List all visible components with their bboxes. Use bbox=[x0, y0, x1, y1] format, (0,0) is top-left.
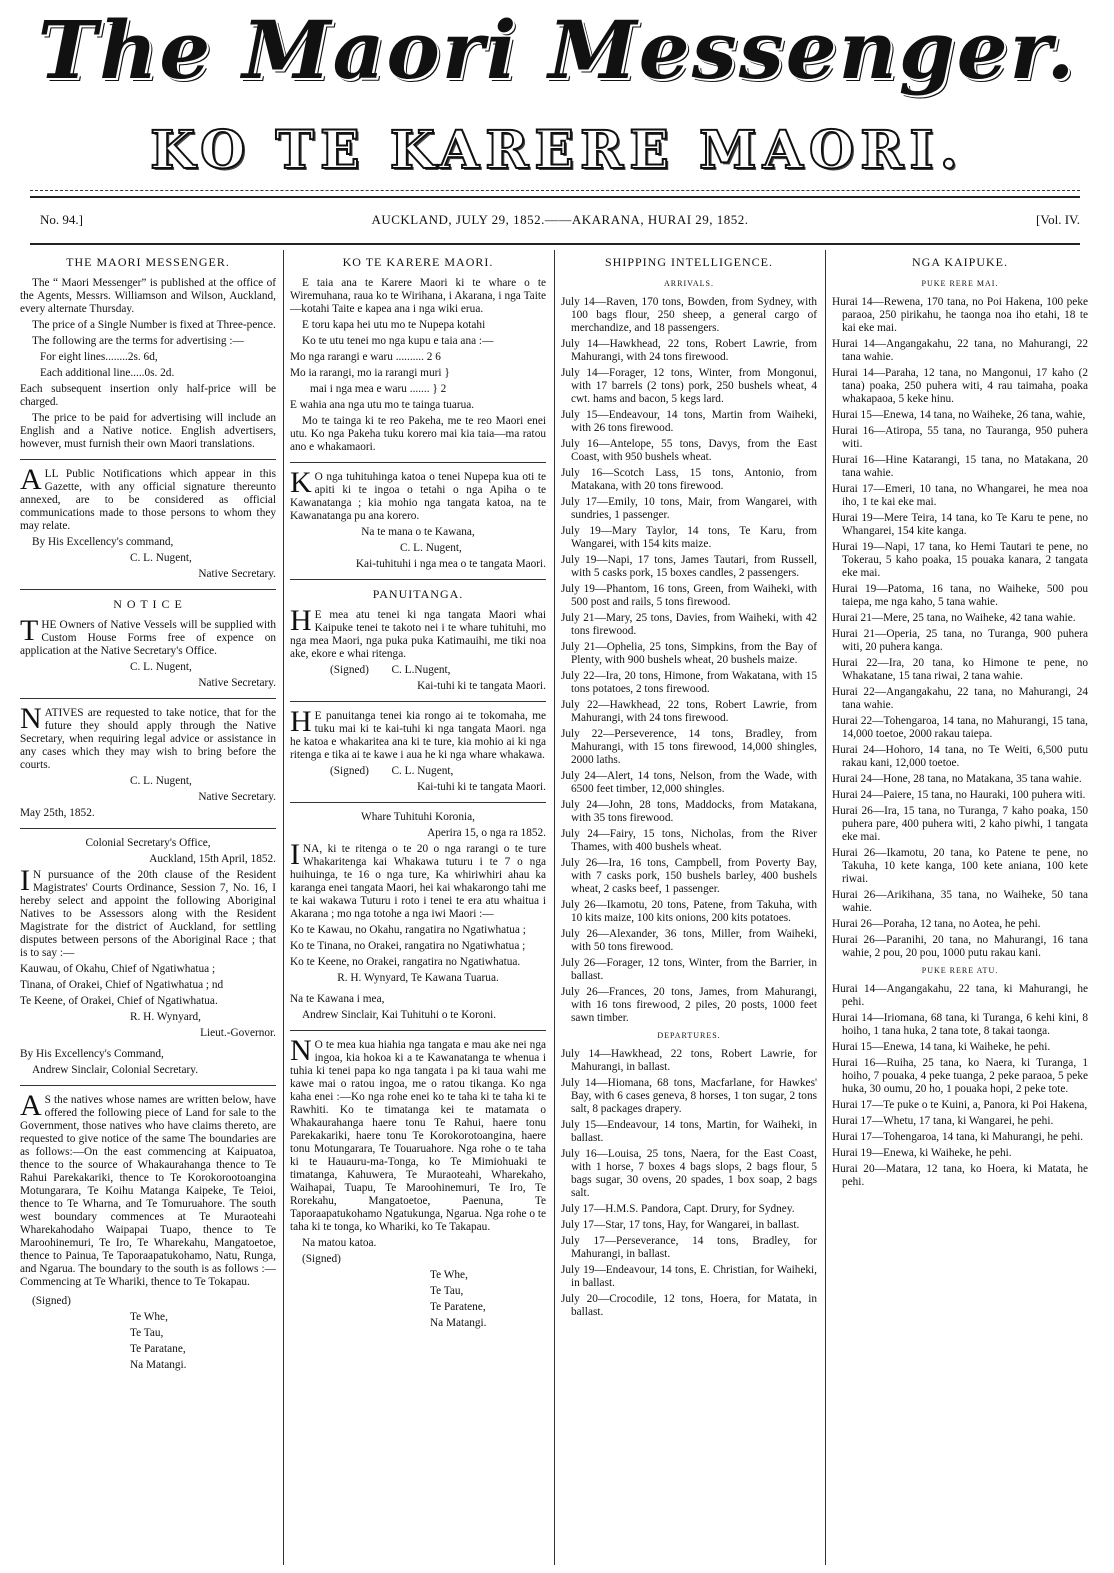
signature: C. L. Nugent, bbox=[391, 765, 454, 777]
issue-number: No. 94.] bbox=[40, 212, 83, 227]
section-rule bbox=[20, 828, 276, 829]
notice-date: May 25th, 1852. bbox=[20, 807, 95, 819]
section-rule bbox=[20, 698, 276, 699]
shipping-entry: July 21—Ophelia, 25 tons, Simpkins, from the Bay of Plenty, with 900 bushels wheat, 20 bushels maize. bbox=[561, 641, 817, 666]
notice-text: HE Owners of Native Vessels will be supplied with Custom House Forms free of expence on application at the Native Secretary's Office. bbox=[20, 619, 276, 657]
notice-text: O nga tuhituhinga katoa o tenei Nupepa kua oti te apiti ki te ingoa o tetahi o nga Apiha o te Kawanatanga ; kia mohio nga tangata katoa, na te Kawanatanga pu ana korero. bbox=[290, 471, 546, 522]
assessor-line: Ko te Kawau, no Okahu, rangatira no Ngatiwhatua ; bbox=[290, 924, 526, 936]
shipping-entry: Hurai 21—Mere, 25 tana, no Waiheke, 42 tana wahie. bbox=[832, 612, 1076, 624]
shipping-entry: Hurai 16—Hine Katarangi, 15 tana, no Matakana, 20 tana wahie. bbox=[832, 454, 1088, 479]
dateline bbox=[40, 212, 1080, 232]
shipping-entry: Hurai 22—Angangakahu, 22 tana, no Mahurangi, 24 tana wahie. bbox=[832, 686, 1088, 711]
shipping-entry: July 22—Ira, 20 tons, Himone, from Wakatana, with 15 tons potatoes, 2 tons firewood. bbox=[561, 670, 817, 695]
shipping-entry: Hurai 19—Patoma, 16 tana, no Waiheke, 500 pou taiepa, me nga kaho, 5 tana wahie. bbox=[832, 583, 1088, 608]
shipping-entry: Hurai 15—Enewa, 14 tana, ki Waiheke, he pehi. bbox=[832, 1041, 1051, 1053]
shipping-entry: Hurai 19—Mere Teira, 14 tana, ko Te Karu te pene, no Whangarei, 154 kite kanga. bbox=[832, 512, 1088, 537]
section-heading: PANUITANGA. bbox=[372, 587, 464, 601]
masthead-subtitle: KO TE KARERE MAORI. bbox=[150, 120, 964, 181]
signature-title: Native Secretary. bbox=[198, 677, 276, 689]
notice-text: N pursuance of the 20th clause of the Resident Magistrates' Courts Ordinance, Session 7, No. 16, I hereby select and appoint the following Aboriginal Natives to be Assessors along with the Resident Magistrate for the district of Auckland, for settling disputes between persons of the Aboriginal Race ; that is to say :— bbox=[20, 869, 276, 959]
drop-cap: H bbox=[290, 604, 312, 637]
shipping-entry: July 15—Endeavour, 14 tons, Martin, for Waiheki, in ballast. bbox=[561, 1119, 817, 1144]
notice-paragraph bbox=[290, 466, 546, 523]
drop-cap: I bbox=[290, 838, 300, 871]
rate-line: Each additional line.....0s. 2d. bbox=[40, 367, 175, 379]
section-rule bbox=[290, 1030, 546, 1031]
assessor-line: Te Keene, of Orakei, Chief of Ngatiwhatua. bbox=[20, 995, 218, 1007]
closing-line: Na matou katoa. bbox=[302, 1237, 377, 1249]
shipping-entry: Hurai 26—Arikihana, 35 tana, no Waiheke, 50 tana wahie. bbox=[832, 889, 1088, 914]
signatory-name: Na Matangi. bbox=[430, 1317, 487, 1329]
subsection-heading: PUKE RERE MAI. bbox=[921, 279, 999, 288]
shipping-entry: Hurai 15—Enewa, 14 tana, no Waiheke, 26 tana, wahie, bbox=[832, 409, 1086, 421]
paragraph: E taia ana te Karere Maori ki te whare o te Wiremuhana, raua ko te Wirihana, i Akarana, i nga Taite—kotahi Taite e kapea ana i nga wiki erua. bbox=[290, 277, 546, 315]
notice-paragraph bbox=[290, 1034, 546, 1234]
office-line: Colonial Secretary's Office, bbox=[85, 837, 211, 849]
shipping-entry: July 22—Perseverence, 14 tons, Bradley, from Mahurangi, with 15 tons firewood, 14,000 shingles, 2000 laths. bbox=[561, 728, 817, 766]
shipping-entry: Hurai 26—Ikamotu, 20 tana, ko Patene te pene, no Takuha, 10 kete kanga, 100 kete aniana, 100 kete riwai. bbox=[832, 847, 1088, 885]
shipping-entry: Hurai 17—Tohengaroa, 14 tana, ki Mahurangi, he pehi. bbox=[832, 1131, 1084, 1143]
signature: C. L. Nugent, bbox=[130, 552, 192, 564]
signatory-name: Te Tau, bbox=[430, 1285, 464, 1297]
column-english-notices bbox=[20, 252, 276, 1567]
departures-list bbox=[561, 1048, 817, 1319]
shipping-entry: Hurai 22—Tohengaroa, 14 tana, no Mahurangi, 15 tana, 14,000 toetoe, 2000 rakau taiepa. bbox=[832, 715, 1088, 740]
assessor-line: Ko te Keene, no Orakei, rangatira no Ngatiwhatua. bbox=[290, 956, 521, 968]
shipping-entry: Hurai 16—Ruiha, 25 tana, ko Naera, ki Turanga, 1 hoiho, 7 pouaka, 4 peke tuanga, 2 peke paraoa, 5 peke huka, 30 oumu, 20 ho, 1 pouaka hopi, 2 peke tote. bbox=[832, 1057, 1088, 1095]
signatory-name: Te Paratane, bbox=[130, 1343, 186, 1355]
shipping-entry: Hurai 24—Hohoro, 14 tana, no Te Weiti, 6,500 putu rakau kani, 12,000 toetoe. bbox=[832, 744, 1088, 769]
masthead-title: The Maori Messenger. bbox=[37, 3, 1077, 97]
section-heading: NGA KAIPUKE. bbox=[912, 255, 1008, 269]
rate-line: Mo nga rarangi e waru .......... 2 6 bbox=[290, 351, 441, 363]
paragraph: The price of a Single Number is fixed at Three-pence. bbox=[32, 319, 276, 331]
shipping-entry: July 19—Napi, 17 tons, James Tautari, from Russell, with 5 casks pork, 15 boxes candles, 2 passengers. bbox=[561, 554, 817, 579]
subsection-heading: ARRIVALS. bbox=[664, 279, 714, 288]
notice-paragraph bbox=[290, 604, 546, 661]
shipping-entry: July 17—Perseverance, 14 tons, Bradley, for Mahurangi, in ballast. bbox=[561, 1235, 817, 1260]
shipping-entry: July 26—Alexander, 36 tons, Miller, from Waiheki, with 50 tons firewood. bbox=[561, 928, 817, 953]
shipping-entry: July 26—Ikamotu, 20 tons, Patene, from Takuha, with 10 kits maize, 100 kits onions, 200 kits potatoes. bbox=[561, 899, 817, 924]
signature-title: Lieut.-Governor. bbox=[200, 1027, 276, 1039]
notice-paragraph bbox=[20, 702, 276, 772]
signature-title: Kai-tuhi ki te tangata Maori. bbox=[417, 680, 546, 692]
drop-cap: A bbox=[20, 463, 42, 496]
paragraph: Ko te utu tenei mo nga kupu e taia ana :— bbox=[302, 335, 494, 347]
shipping-entry: July 14—Forager, 12 tons, Winter, from Mongonui, with 17 barrels (2 tons) pork, 250 bushels wheat, 4 cwt. hams and bacon, 5 kegs lard. bbox=[561, 367, 817, 405]
shipping-entry: July 14—Raven, 170 tons, Bowden, from Sydney, with 100 bags flour, 250 sheep, a general cargo of merchandize, and 18 passengers. bbox=[561, 296, 817, 334]
signed-label: (Signed) bbox=[32, 1295, 71, 1307]
dateline-rule bbox=[30, 243, 1080, 245]
drop-cap: A bbox=[20, 1089, 42, 1122]
notice-paragraph bbox=[290, 705, 546, 762]
rate-line: Mo ia rarangi, mo ia rarangi muri } bbox=[290, 367, 450, 379]
shipping-entry: July 14—Hawkhead, 22 tons, Robert Lawrie, for Mahurangi, in ballast. bbox=[561, 1048, 817, 1073]
shipping-entry: Hurai 19—Enewa, ki Waiheke, he pehi. bbox=[832, 1147, 1012, 1159]
notice-paragraph bbox=[290, 838, 546, 921]
rate-line: mai i nga mea e waru ....... } 2 bbox=[310, 383, 447, 395]
paragraph: E toru kapa hei utu mo te Nupepa kotahi bbox=[302, 319, 486, 331]
shipping-entry: Hurai 14—Paraha, 12 tana, no Mangonui, 17 kaho (2 tana) poaka, 250 puhera witi, 4 rau taimaha, poaka whakapaoa, 5 keke hinu. bbox=[832, 367, 1088, 405]
signatory-name: Te Tau, bbox=[130, 1327, 164, 1339]
shipping-entry: Hurai 17—Whetu, 17 tana, ki Wangarei, he pehi. bbox=[832, 1115, 1054, 1127]
signature-title: Native Secretary. bbox=[198, 568, 276, 580]
shipping-entry: Hurai 17—Te puke o te Kuini, a, Panora, ki Poi Hakena, bbox=[832, 1099, 1088, 1111]
subsection-heading: PUKE RERE ATU. bbox=[921, 966, 999, 975]
column-shipping-intelligence bbox=[561, 252, 817, 1567]
signature: Andrew Sinclair, Kai Tuhituhi o te Koroni. bbox=[302, 1009, 497, 1021]
byline: By His Excellency's command, bbox=[32, 536, 174, 548]
signatory-name: Te Whe, bbox=[130, 1311, 168, 1323]
shipping-entry: July 26—Frances, 20 tons, James, from Mahurangi, with 16 tons firewood, 2 piles, 20 posts, 1000 feet sawn timber. bbox=[561, 986, 817, 1024]
section-rule bbox=[290, 701, 546, 702]
shipping-entry: July 24—Alert, 14 tons, Nelson, from the Wade, with 6500 feet timber, 12,000 shingles. bbox=[561, 770, 817, 795]
shipping-entry: Hurai 16—Atiropa, 55 tana, no Tauranga, 950 puhera witi. bbox=[832, 425, 1088, 450]
section-heading: SHIPPING INTELLIGENCE. bbox=[605, 255, 773, 269]
signature: Andrew Sinclair, Colonial Secretary. bbox=[32, 1064, 199, 1076]
column-divider bbox=[825, 250, 826, 1565]
shipping-entry: Hurai 14—Angangakahu, 22 tana, ki Mahurangi, he pehi. bbox=[832, 983, 1088, 1008]
signature: R. H. Wynyard, bbox=[130, 1011, 201, 1023]
shipping-entry: July 16—Louisa, 25 tons, Naera, for the East Coast, with 1 horse, 7 boxes 4 bags slops, 2 bags flour, 5 bags sugar, 30 ovens, 20 spades, 1 box soap, 2 bags salt. bbox=[561, 1148, 817, 1199]
signature: C. L. Nugent, bbox=[400, 542, 462, 554]
drop-cap: T bbox=[20, 614, 39, 647]
shipping-entry: Hurai 14—Angangakahu, 22 tana, no Mahurangi, 22 tana wahie. bbox=[832, 338, 1088, 363]
shipping-entry: July 24—John, 28 tons, Maddocks, from Matakana, with 35 tons firewood. bbox=[561, 799, 817, 824]
shipping-entry: July 19—Mary Taylor, 14 tons, Te Karu, from Wangarei, with 154 kits maize. bbox=[561, 525, 817, 550]
shipping-entry: July 26—Ira, 16 tons, Campbell, from Poverty Bay, with 7 casks pork, 150 bushels barley, 400 bushels wheat, 2 casks beef, 1 passenger. bbox=[561, 857, 817, 895]
masthead bbox=[0, 0, 1114, 120]
shipping-entry: Hurai 24—Hone, 28 tana, no Matakana, 35 tana wahie. bbox=[832, 773, 1082, 785]
byline: By His Excellency's Command, bbox=[20, 1048, 164, 1060]
column-divider bbox=[554, 250, 555, 1565]
shipping-entry: July 17—H.M.S. Pandora, Capt. Drury, for Sydney. bbox=[561, 1203, 795, 1215]
shipping-entry: Hurai 14—Iriomana, 68 tana, ki Turanga, 6 kehi kini, 8 hoiho, 1 tana huka, 2 tana tote, 8 takai taonga. bbox=[832, 1012, 1088, 1037]
signatory-name: Te Whe, bbox=[430, 1269, 468, 1281]
shipping-entry: Hurai 26—Poraha, 12 tana, no Aotea, he pehi. bbox=[832, 918, 1041, 930]
masthead-rule bbox=[30, 196, 1080, 198]
shipping-entry: July 20—Crocodile, 12 tons, Hoera, for Matata, in ballast. bbox=[561, 1293, 817, 1318]
signature: C. L. Nugent, bbox=[130, 661, 192, 673]
drop-cap: I bbox=[20, 864, 30, 897]
signatory-name: Na Matangi. bbox=[130, 1359, 187, 1371]
notice-text: E panuitanga tenei kia rongo ai te tokomaha, me tuku mai ki te kai-tuhi ki nga tangata Maori. nga he katoa e whakaritea ana ki te ture, kia mohio ai ki nga ritenga e tika ai te kawe i aua he ki nga whare whakawa. bbox=[290, 710, 546, 761]
shipping-entry: July 14—Hiomana, 68 tons, Macfarlane, for Hawkes' Bay, with 6 cases geneva, 8 horses, 1 ton sugar, 2 tons salt, 8 packages drapery. bbox=[561, 1077, 817, 1115]
shipping-entry: July 16—Scotch Lass, 15 tons, Antonio, from Matakana, with 20 tons firewood. bbox=[561, 467, 817, 492]
paragraph: Mo te tainga ki te reo Pakeha, me te reo Maori enei utu. Ko nga Pakeha tuku korero mai kia taia—ma ratou ano e whakamaori. bbox=[290, 415, 546, 453]
notice-text: ATIVES are requested to take notice, that for the future they should apply through the Native Secretary, when requiring legal advice or assistance in any cases which they may wish to bring before the courts. bbox=[20, 707, 276, 771]
notice-paragraph bbox=[20, 864, 276, 960]
section-rule bbox=[20, 1085, 276, 1086]
column-nga-kaipuke bbox=[832, 252, 1088, 1567]
paragraph: The “ Maori Messenger” is published at the office of the Agents, Messrs. Williamson and Wilson, Auckland, every alternate Thursday. bbox=[20, 277, 276, 315]
drop-cap: K bbox=[290, 466, 312, 499]
arrivals-list bbox=[832, 296, 1088, 960]
section-heading: KO TE KARERE MAORI. bbox=[342, 255, 494, 269]
shipping-entry: July 16—Antelope, 55 tons, Davys, from the East Coast, with 950 bushels wheat. bbox=[561, 438, 817, 463]
shipping-entry: July 14—Hawkhead, 22 tons, Robert Lawrie, from Mahurangi, with 24 tons firewood. bbox=[561, 338, 817, 363]
section-rule bbox=[20, 459, 276, 460]
shipping-entry: July 17—Emily, 10 tons, Mair, from Wangarei, with sundries, 1 passenger. bbox=[561, 496, 817, 521]
column-maori-notices bbox=[290, 252, 546, 1567]
shipping-entry: July 24—Fairy, 15 tons, Nicholas, from the River Thames, with 400 bushels wheat. bbox=[561, 828, 817, 853]
notice-text: S the natives whose names are written below, have offered the following piece of Land for sale to the Government, those natives who have claims thereto, are requested to give notice of the same The boundaries are as follows:—On the east commencing at Kaipuatoa, thence to the source of Whakaurahanga thence to Te Rahui Parekakariki, thence to Te Korokorootoangina Motungarara, Te Koihu Matanga Kaipeke, Te Teioi, thence to Te Wharna, and Te Tomuruahore. The south west boundary commences at Te Muraoteahi Wharekahodaho Waipapai Tuapo, thence to Te Maroohinemuri, Te Iro, Te Wharekahu, Mangatoetoe, thence to Painua, Te Taporaapatukohamo, Natu, Runga, and Ngarua. The boundary to the south is as follows :—Commencing at Te Whariki, thence to Te Tokapau. bbox=[20, 1094, 276, 1288]
signed-line bbox=[290, 664, 546, 677]
column-divider bbox=[283, 250, 284, 1565]
shipping-entry: Hurai 20—Matara, 12 tana, ko Hoera, ki Matata, he pehi. bbox=[832, 1163, 1088, 1188]
shipping-entry: Hurai 17—Emeri, 10 tana, no Whangarei, he mea noa iho, 1 te kai eke mai. bbox=[832, 483, 1088, 508]
notice-text: NA, ki te ritenga o te 20 o nga rarangi o te ture Whakaritenga kai Whakawa tuturu i te 7 o nga huihuinga, te 16 o nga ture, Ka whiriwhiri ahau ka karanga enei tangata Maori, hei kai whakarongo tahi me te kai wakawa Tuturu i roto i tenei te era atu whaitua i Akarana ; mo nga totohe a nga iwi Maori :— bbox=[290, 843, 546, 920]
office-line: Whare Tuhituhi Koronia, bbox=[361, 811, 475, 823]
issue-date: AUCKLAND, JULY 29, 1852.——AKARANA, HURAI 29, 1852. bbox=[371, 212, 749, 227]
drop-cap: N bbox=[290, 1034, 312, 1067]
assessor-line: Ko te Tinana, no Orakei, rangatira no Ngatiwhatua ; bbox=[290, 940, 526, 952]
assessor-line: Tinana, of Orakei, Chief of Ngatiwhatua ; nd bbox=[20, 979, 224, 991]
signed-label: (Signed) bbox=[330, 664, 369, 676]
shipping-entry: July 26—Forager, 12 tons, Winter, from the Barrier, in ballast. bbox=[561, 957, 817, 982]
shipping-entry: July 21—Mary, 25 tons, Davies, from Waiheki, with 42 tons firewood. bbox=[561, 612, 817, 637]
signature: C. L.Nugent, bbox=[391, 664, 451, 676]
arrivals-list bbox=[561, 296, 817, 1025]
shipping-entry: Hurai 19—Napi, 17 tana, ko Hemi Tautari te pene, no Tokerau, 5 kaho poaka, 15 pouaka kanara, 2 tangata eke mai. bbox=[832, 541, 1088, 579]
paragraph: The following are the terms for advertising :— bbox=[32, 335, 244, 347]
office-date: Auckland, 15th April, 1852. bbox=[149, 853, 276, 865]
shipping-entry: Hurai 26—Ira, 15 tana, no Turanga, 7 kaho poaka, 150 puhera pare, 400 puhera witi, 2 kaho piwhi, 1 tangata eke mai. bbox=[832, 805, 1088, 843]
section-heading: THE MAORI MESSENGER. bbox=[66, 255, 230, 269]
signed-label: (Signed) bbox=[302, 1253, 341, 1265]
shipping-entry: July 22—Hawkhead, 22 tons, Robert Lawrie, from Mahurangi, with 24 tons firewood. bbox=[561, 699, 817, 724]
signature: R. H. Wynyard, Te Kawana Tuarua. bbox=[337, 972, 499, 984]
section-rule bbox=[290, 462, 546, 463]
drop-cap: H bbox=[290, 705, 312, 738]
shipping-entry: Hurai 22—Ira, 20 tana, ko Himone te pene, no Whakatane, 15 tana riwai, 2 tana wahie. bbox=[832, 657, 1088, 682]
notice-text: O te mea kua hiahia nga tangata e mau ake nei nga ingoa, kia hokoa ki a te Kawanatanga te whenua i tuhia ki tenei papa ko nga tangata i pa ki taua wahi me kawe mai o ratou ingoa, me o ratou tikanga. Ko nga kaha enei :—Ko nga rohe enei ko te taha ki te taha ki te Rawhiti. Ko te timatanga kei te matamata o Whakaurahanga haere tonu Te Rahui, haere tonu Parekakariki, haere tonu Te Korokorotoangina, haere tonu Motungarara, Te Touaruahore. Nga rohe o te taha ki te Hauauru-ma-Tonga, ko Te Mimiohuaki te timatanga, Kahuwera, Te Muraoteahi, Wharekaho, Waihapai, Tuapu, Te Maroohinemuri, Te Iro, Te Rorekahu, Mangatoetoe, Paenuna, Te Taporaapatukohamo Ngatukunga, Ngarua. Nga rohe o te taha ki te tonga, ko Whariki, ko Te Takapau. bbox=[290, 1039, 546, 1233]
signed-label: (Signed) bbox=[330, 765, 369, 777]
rate-line: For eight lines........2s. 6d, bbox=[40, 351, 158, 363]
section-rule bbox=[20, 589, 276, 590]
office-date: Aperira 15, o nga ra 1852. bbox=[427, 827, 546, 839]
shipping-entry: July 19—Phantom, 16 tons, Green, from Waiheki, with 500 post and rails, 5 tons firewood. bbox=[561, 583, 817, 608]
paragraph: E wahia ana nga utu mo te tainga tuarua. bbox=[290, 399, 475, 411]
notice-paragraph bbox=[20, 463, 276, 533]
departures-list bbox=[832, 983, 1088, 1189]
section-rule bbox=[290, 579, 546, 580]
signature: C. L. Nugent, bbox=[130, 775, 192, 787]
shipping-entry: July 17—Star, 17 tons, Hay, for Wangarei, in ballast. bbox=[561, 1219, 800, 1231]
shipping-entry: July 15—Endeavour, 14 tons, Martin from Waiheki, with 26 tons firewood. bbox=[561, 409, 817, 434]
signed-line bbox=[290, 765, 546, 778]
shipping-entry: Hurai 24—Paiere, 15 tana, no Hauraki, 100 puhera witi. bbox=[832, 789, 1086, 801]
notice-text: LL Public Notifications which appear in this Gazette, with any official signature thereunto annexed, are to be considered as official communications made to those persons to whom they may relate. bbox=[20, 468, 276, 532]
paragraph: Each subsequent insertion only half-price will be charged. bbox=[20, 383, 276, 408]
drop-cap: N bbox=[20, 702, 42, 735]
shipping-entry: July 19—Endeavour, 14 tons, E. Christian, for Waiheki, in ballast. bbox=[561, 1264, 817, 1289]
notice-text: E mea atu tenei ki nga tangata Maori whai Kaipuke tenei te takoto nei i te whare tuhituhi, mo nga mea Maori, nga puka puka Katimauihi, me tiki noa ake, ekore e whai ritenga. bbox=[290, 609, 546, 660]
paragraph: The price to be paid for advertising will include an English and a Native notice. English advertisers, however, must furnish their own Maori translations. bbox=[20, 412, 276, 450]
signature-title: Kai-tuhituhi i nga mea o te tangata Maori. bbox=[355, 558, 546, 570]
signature-title: Kai-tuhi ki te tangata Maori. bbox=[417, 781, 546, 793]
shipping-entry: Hurai 14—Rewena, 170 tana, no Poi Hakena, 100 peke paraoa, 250 pirikahu, he taonga noa iho etahi, 18 te kai eke mai. bbox=[832, 296, 1088, 334]
signatory-name: Te Paratene, bbox=[430, 1301, 486, 1313]
masthead-dashed-rule bbox=[30, 190, 1080, 191]
assessor-line: Kauwau, of Okahu, Chief of Ngatiwhatua ; bbox=[20, 963, 216, 975]
shipping-entry: Hurai 21—Operia, 25 tana, no Turanga, 900 puhera witi, 20 puhera kanga. bbox=[832, 628, 1088, 653]
byline: Na te mana o te Kawana, bbox=[361, 526, 475, 538]
signature-title: Native Secretary. bbox=[198, 791, 276, 803]
byline: Na te Kawana i mea, bbox=[290, 993, 385, 1005]
notice-paragraph bbox=[20, 614, 276, 658]
shipping-entry: Hurai 26—Paranihi, 20 tana, no Mahurangi, 16 tana wahie, 2 pou, 20 pou, 1000 putu rakau kani. bbox=[832, 934, 1088, 959]
section-heading: N O T I C E bbox=[113, 597, 183, 611]
subsection-heading: DEPARTURES. bbox=[657, 1031, 721, 1040]
notice-paragraph bbox=[20, 1089, 276, 1289]
section-rule bbox=[290, 802, 546, 803]
volume-number: [Vol. IV. bbox=[1036, 212, 1080, 227]
